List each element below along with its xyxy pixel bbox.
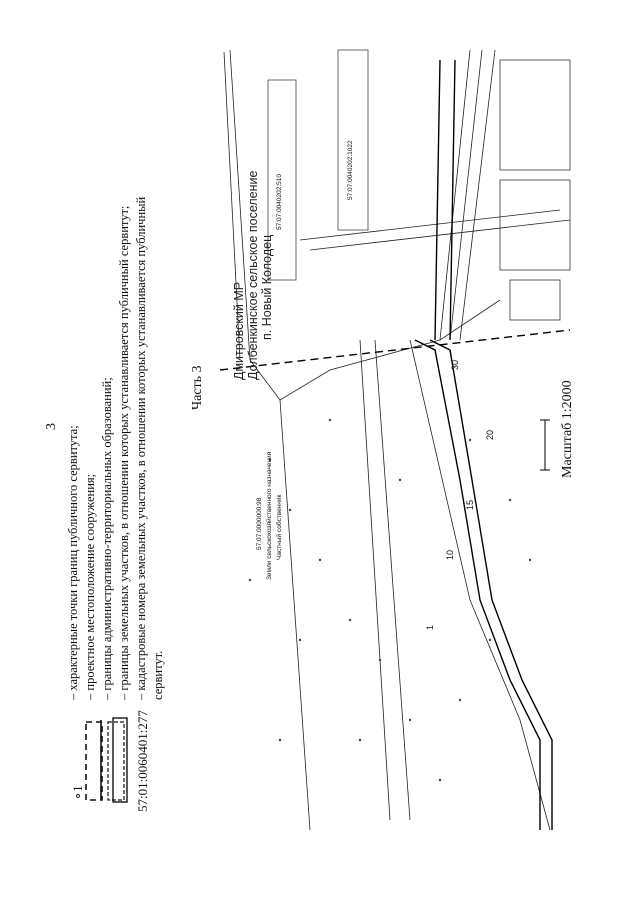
map-drawing [210,40,580,830]
admin-label-district: Дмитровский МР [232,281,246,380]
admin-label-settlement: Долбенкинское сельское поселение [246,170,260,380]
legend-point-symbol: ∘1 [70,785,85,800]
servitude-corridor [415,60,552,830]
parcel-label-510: 57:07:0040202:510 [276,173,283,230]
page-number: 3 [44,423,59,430]
point-label-10: 10 [445,549,455,560]
parcel-note-category: Земли сельскохозяйственного назначения [266,451,273,580]
legend-item-cadastral-cont: сервитут. [151,650,165,700]
survey-points [249,419,531,781]
admin-label-village: п. Новый Колодец [260,234,274,340]
parcel-label-1022: 57:07:0040202:1022 [347,140,354,200]
legend-parcel-box [111,716,131,806]
point-label-1: 1 [425,624,435,630]
legend-admin-boundary [84,720,106,804]
legend-point-number: 1 [70,785,85,792]
legend-item-admin: – границы административно-территориальных образований; [100,377,114,700]
point-label-15: 15 [465,499,475,510]
scale-label: Масштаб 1:2000 [560,380,575,478]
parcel-note-number: 57:07:0000000:98 [256,497,263,550]
part-title: Часть 3 [190,365,205,410]
legend-cadastral-example: 57:01:0060401:277 [135,710,150,812]
legend-item-points: – характерные точки границ публичного сервитута; [66,425,80,700]
scale-bar [540,420,550,470]
point-label-30: 30 [450,359,460,370]
parcel-note-owner: Частный собственник [276,494,283,560]
map [210,40,580,830]
legend-item-structure: – проектное местоположение сооружения; [83,473,97,700]
legend-item-parcels: – границы земельных участков, в отношении которых устанавливается публичный сервитут; [117,205,131,700]
building-blocks [500,60,570,320]
point-label-20: 20 [485,429,495,440]
legend-item-cadastral: – кадастровые номера земельных участков, в отношении которых устанавливается публичный [134,196,148,700]
